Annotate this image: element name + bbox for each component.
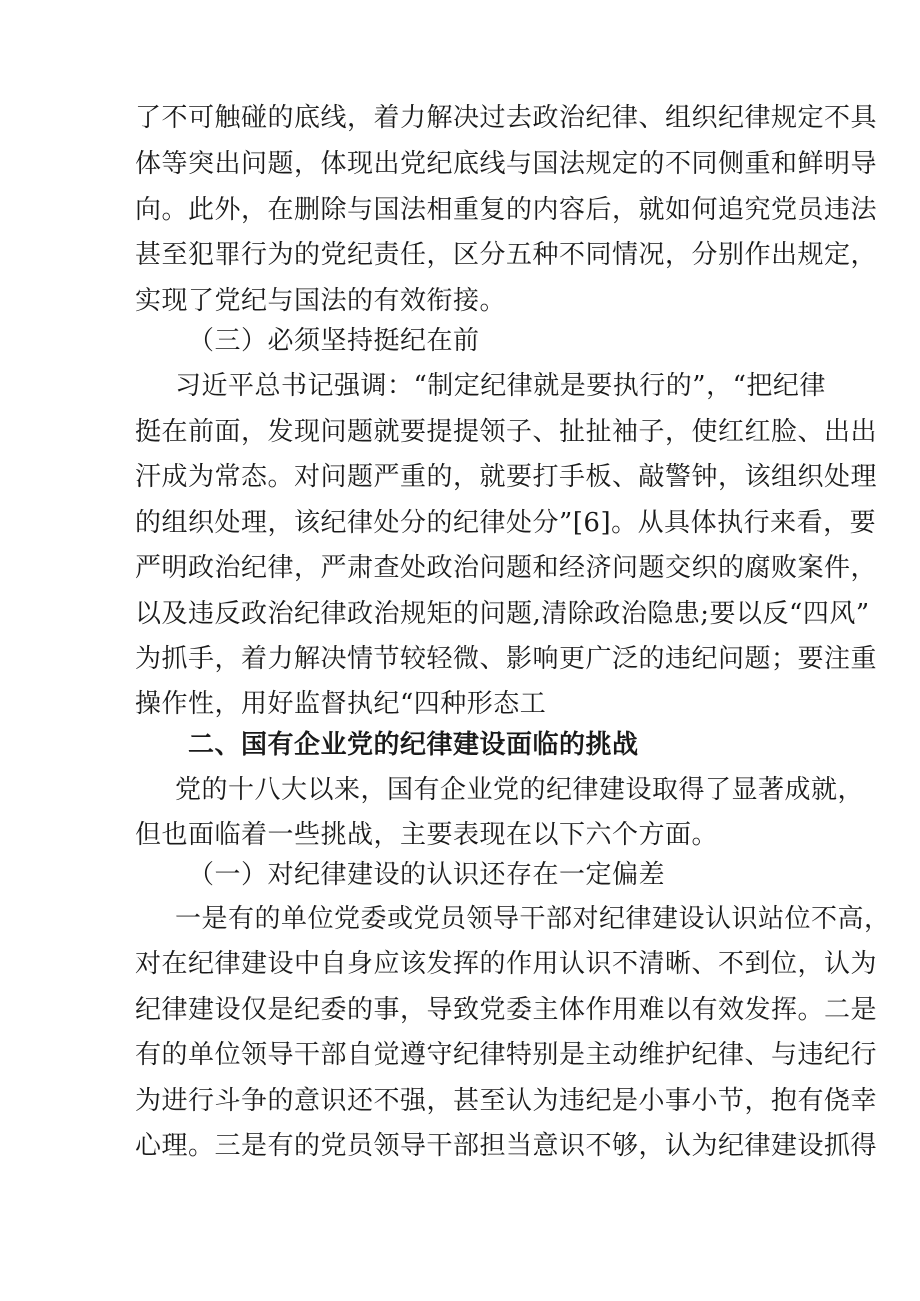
text-line: 实现了党纪与国法的有效衔接。 <box>135 286 507 316</box>
text-line: 党的十八大以来，国有企业党的纪律建设取得了显著成就， <box>175 775 865 805</box>
text-line: 体等突出问题，体现出党纪底线与国法规定的不同侧重和鲜明导 <box>135 149 878 179</box>
text-line: 向。此外，在删除与国法相重复的内容后，就如何追究党员违法 <box>135 195 878 225</box>
text-line: （一）对纪律建设的认识还存在一定偏差 <box>188 860 666 890</box>
text-line: 一是有的单位党委或党员领导干部对纪律建设认识站位不高， <box>175 904 891 934</box>
text-line: 汗成为常态。对问题严重的，就要打手板、敲警钟，该组织处理 <box>135 462 878 492</box>
text-line: 对在纪律建设中自身应该发挥的作用认识不清晰、不到位，认为 <box>135 949 878 979</box>
text-line: 心理。三是有的党员领导干部担当意识不够，认为纪律建设抓得 <box>135 1131 878 1161</box>
text-line: 甚至犯罪行为的党纪责任，区分五种不同情况，分别作出规定， <box>135 240 878 270</box>
text-line: 严明政治纪律，严肃查处政治问题和经济问题交织的腐败案件， <box>135 553 878 583</box>
text-line: 为抓手，着力解决情节较轻微、影响更广泛的违纪问题；要注重 <box>135 644 878 674</box>
section-heading: 二、国有企业党的纪律建设面临的挑战 <box>188 730 639 760</box>
text-line: 为进行斗争的意识还不强，甚至认为违纪是小事小节，抱有侥幸 <box>135 1086 878 1116</box>
text-line: 有的单位领导干部自觉遵守纪律特别是主动维护纪律、与违纪行 <box>135 1040 878 1070</box>
text-line: （三）必须坚持挺纪在前 <box>188 326 480 356</box>
text-line: 以及违反政治纪律政治规矩的问题,清除政治隐患;要以反“四风” <box>135 599 870 629</box>
text-line: 了不可触碰的底线，着力解决过去政治纪律、组织纪律规定不具 <box>135 103 878 133</box>
text-line: 纪律建设仅是纪委的事，导致党委主体作用难以有效发挥。二是 <box>135 995 878 1025</box>
text-line: 操作性，用好监督执纪“四种形态工 <box>135 689 547 719</box>
text-line: 但也面临着一些挑战，主要表现在以下六个方面。 <box>135 820 719 850</box>
text-line: 习近平总书记强调：“制定纪律就是要执行的”，“把纪律 <box>175 371 826 401</box>
text-line: 挺在前面，发现问题就要提提领子、扯扯袖子，使红红脸、出出 <box>135 417 878 447</box>
text-line: 的组织处理，该纪律处分的纪律处分”[6]。从具体执行来看，要 <box>135 508 877 538</box>
